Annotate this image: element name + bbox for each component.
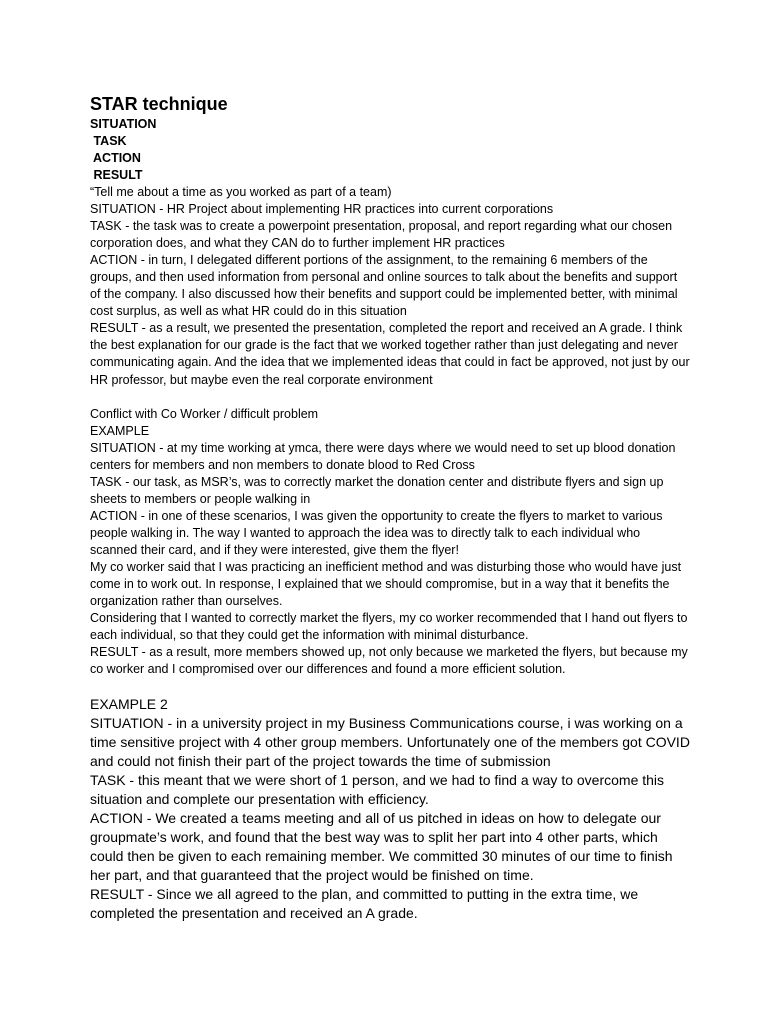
heading-situation: SITUATION (90, 117, 157, 131)
star-heading-list (90, 116, 690, 184)
conflict-task-paragraph: TASK - our task, as MSR’s, was to correctly market the donation center and distribute flyers and sign up sheets to members or people walking in (90, 474, 664, 506)
team-action-paragraph: ACTION - in turn, I delegated different portions of the assignment, to the remaining 6 members of the groups, and then used information from personal and online sources to talk about the benefits and support of the company. I also discussed how their benefits and support could be implemented better, with minimal cost surplus, as well as what HR could do in this situation (90, 253, 678, 319)
conflict-example-section (90, 406, 690, 679)
team-result-paragraph: RESULT - as a result, we presented the presentation, completed the report and received an A grade. I think the best explanation for our grade is the fact that we worked together rather than just delegating and never communicating again. And the idea that we implemented ideas that could in fact be approved, not just by our HR professor, but maybe even the real corporate environment (90, 321, 690, 387)
example-2-situation-paragraph: SITUATION - in a university project in my Business Communications course, i was working on a time sensitive project with 4 other group members. Unfortunately one of the members got COVID and could not finish their part of the project towards the time of submission (90, 715, 690, 770)
heading-task: TASK (90, 134, 127, 148)
example-2-section (90, 695, 690, 923)
prompt-question: “Tell me about a time as you worked as part of a team) (90, 185, 392, 199)
example-2-action-paragraph: ACTION - We created a teams meeting and all of us pitched in ideas on how to delegate our groupmate’s work, and found that the best way was to split her part into 4 other parts, which could then be given to each remaining member. We committed 30 minutes of our time to finish her part, and that guaranteed that the project would be finished on time. (90, 810, 673, 884)
example-label: EXAMPLE (90, 423, 150, 438)
example-2-task-paragraph: TASK - this meant that we were short of 1 person, and we had to find a way to overcome this situation and complete our presentation with efficiency. (90, 772, 665, 808)
conflict-action-paragraph: ACTION - in one of these scenarios, I was given the opportunity to create the flyers to market to various people walking in. The way I wanted to approach the idea was to directly talk to each individual who scanned their card, and if they were interested, give them the flyer! (90, 508, 663, 557)
conflict-situation-paragraph: SITUATION - at my time working at ymca, there were days where we would need to set up blood donation centers for members and non members to donate blood to Red Cross (90, 440, 676, 472)
conflict-result-paragraph: RESULT - as a result, more members showed up, not only because we marketed the flyers, but because my co worker and I compromised over our differences and found a more efficient solution. (90, 645, 688, 677)
example-2-label: EXAMPLE 2 (90, 696, 168, 713)
conflict-considering-paragraph: Considering that I wanted to correctly market the flyers, my co worker recommended that I hand out flyers to each individual, so that they could get the information with minimal disturbance. (90, 611, 688, 643)
heading-action: ACTION (90, 151, 141, 165)
conflict-heading: Conflict with Co Worker / difficult problem (90, 406, 319, 421)
example-2-result-paragraph: RESULT - Since we all agreed to the plan, and committed to putting in the extra time, we completed the presentation and received an A grade. (90, 886, 639, 922)
document-page (90, 92, 690, 923)
heading-result: RESULT (90, 168, 143, 182)
team-situation-paragraph: SITUATION - HR Project about implementing HR practices into current corporations (90, 202, 554, 217)
team-task-paragraph: TASK - the task was to create a powerpoint presentation, proposal, and report regarding what our chosen corporation does, and what they CAN do to further implement HR practices (90, 219, 673, 251)
document-title: STAR technique (90, 94, 228, 114)
team-example-section (90, 184, 690, 389)
conflict-coworker-paragraph: My co worker said that I was practicing an inefficient method and was disturbing those who would have just come in to work out. In response, I explained that we should compromise, but in a way that it benefits the organization rather than ourselves. (90, 559, 682, 609)
